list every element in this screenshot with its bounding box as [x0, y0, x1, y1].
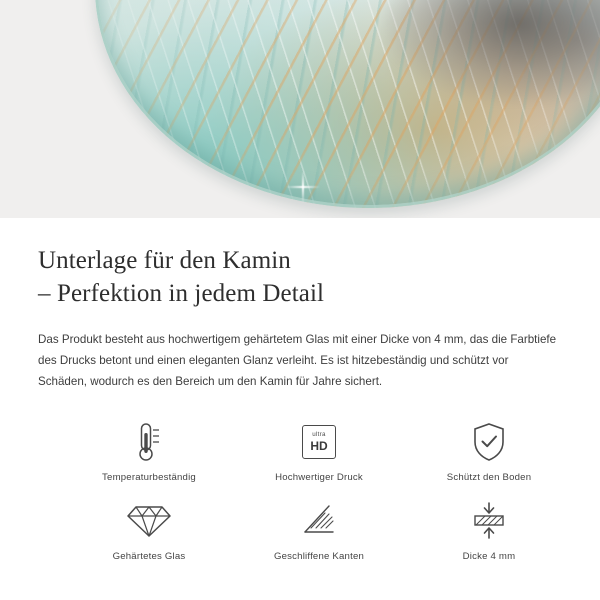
shield-check-icon: [404, 418, 574, 466]
feature-item-polished-edges: [234, 497, 404, 562]
feature-item-thickness: [404, 497, 574, 562]
feature-item-tempered-glass: [64, 497, 234, 562]
content-block: [0, 218, 600, 562]
page-title: [38, 244, 562, 310]
hero-image: [0, 0, 600, 218]
ultra-hd-badge-top: ultra: [312, 431, 326, 439]
ultra-hd-icon: [234, 418, 404, 466]
feature-label: Gehärtetes Glas: [112, 551, 186, 562]
feature-label: Hochwertiger Druck: [275, 472, 363, 483]
diamond-icon: [64, 497, 234, 545]
feature-grid: [38, 418, 562, 562]
thermometer-icon: [64, 418, 234, 466]
feature-label: Dicke 4 mm: [462, 551, 516, 562]
feature-item-floor-protection: [404, 418, 574, 483]
feature-label: Geschliffene Kanten: [273, 551, 365, 562]
description-paragraph: Das Produkt besteht aus hochwertigem gehärtetem Glas mit einer Dicke von 4 mm, das die Farbtiefe des Drucks betont und einen eleganten Glanz verleiht. Es ist hitzebeständig und schützt vor Schäden, wodurch es den Bereich um den Kamin für Jahre sichert.: [38, 333, 557, 388]
feature-item-print-quality: [234, 418, 404, 483]
polished-edges-icon: [234, 497, 404, 545]
glass-disc-product-image: [95, 0, 600, 208]
feature-label: Schützt den Boden: [446, 472, 532, 483]
page-title-line-2: – Perfektion in jedem Detail: [38, 280, 325, 307]
ultra-hd-badge-bottom: HD: [310, 438, 328, 453]
thickness-arrows-icon: [404, 497, 574, 545]
page-title-line-1: Unterlage für den Kamin: [38, 247, 291, 274]
feature-item-temperature: [64, 418, 234, 483]
feature-label: Temperaturbeständig: [102, 472, 196, 483]
